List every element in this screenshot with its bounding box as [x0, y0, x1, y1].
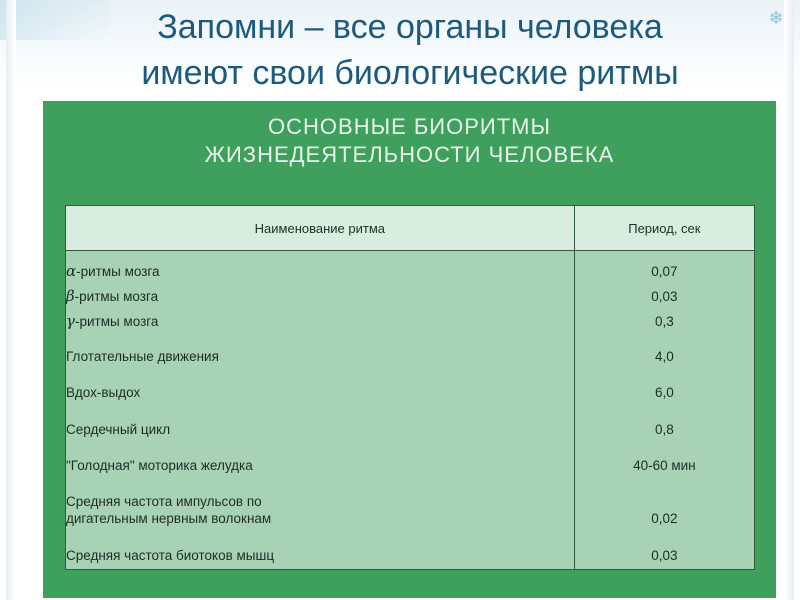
period-cell: 40-60 мин [574, 457, 754, 493]
table-spacer-row [66, 251, 755, 264]
rhythm-name-cell: Глотательные движения [66, 348, 575, 384]
left-decorative-edge [6, 0, 16, 600]
right-decorative-edge [784, 0, 794, 600]
table-row [66, 348, 755, 384]
slide-title-line-1: Запомни – все органы человека [157, 8, 663, 46]
table-row [66, 313, 755, 348]
panel-heading [43, 113, 776, 169]
panel-heading-line-1: ОСНОВНЫЕ БИОРИТМЫ [268, 114, 551, 139]
rhythm-name-cell: Сердечный цикл [66, 421, 575, 457]
table-row [66, 288, 755, 313]
period-cell: 0,3 [574, 313, 754, 348]
slide-title-line-2: имеют свои биологические ритмы [141, 54, 679, 92]
table-row [66, 421, 755, 457]
greek-letter: γ [66, 312, 75, 330]
biorhythm-table [65, 205, 755, 570]
period-cell: 6,0 [574, 384, 754, 421]
period-cell: 0,03 [574, 547, 754, 570]
period-cell: 4,0 [574, 348, 754, 384]
panel-heading-line-2: ЖИЗНЕДЕЯТЕЛЬНОСТИ ЧЕЛОВЕКА [204, 142, 615, 167]
rhythm-name-line-2: дигательным нервным волокнам [66, 511, 272, 526]
table-row [66, 263, 755, 288]
period-cell: 0,02 [574, 493, 754, 547]
table-row [66, 384, 755, 421]
biorhythm-panel [43, 101, 776, 598]
rhythm-name-cell: "Голодная" моторика желудка [66, 457, 575, 493]
column-header-name: Наименование ритма [66, 206, 575, 251]
table-row [66, 457, 755, 493]
rhythm-name-cell [66, 288, 575, 313]
table-row [66, 547, 755, 570]
table-header-row [66, 206, 755, 251]
greek-letter: α [66, 262, 77, 280]
period-cell: 0,8 [574, 421, 754, 457]
period-cell: 0,03 [574, 288, 754, 313]
rhythm-name-cell [66, 263, 575, 288]
rhythm-name-cell: Вдох-выдох [66, 384, 575, 421]
snowflake-icon: ❄ [768, 8, 784, 28]
rhythm-name-cell [66, 313, 575, 348]
rhythm-name: -ритмы мозга [76, 264, 160, 279]
rhythm-name-line-1: Средняя частота импульсов по [66, 494, 262, 509]
slide-title [40, 0, 780, 96]
rhythm-name: -ритмы мозга [74, 314, 159, 329]
rhythm-name-cell [66, 493, 575, 547]
greek-letter: β [66, 287, 75, 305]
table-row [66, 493, 755, 547]
period-cell: 0,07 [574, 263, 754, 288]
column-header-period: Период, сек [574, 206, 754, 251]
rhythm-name-cell: Средняя частота биотоков мышц [66, 547, 575, 570]
rhythm-name: -ритмы мозга [74, 289, 159, 304]
